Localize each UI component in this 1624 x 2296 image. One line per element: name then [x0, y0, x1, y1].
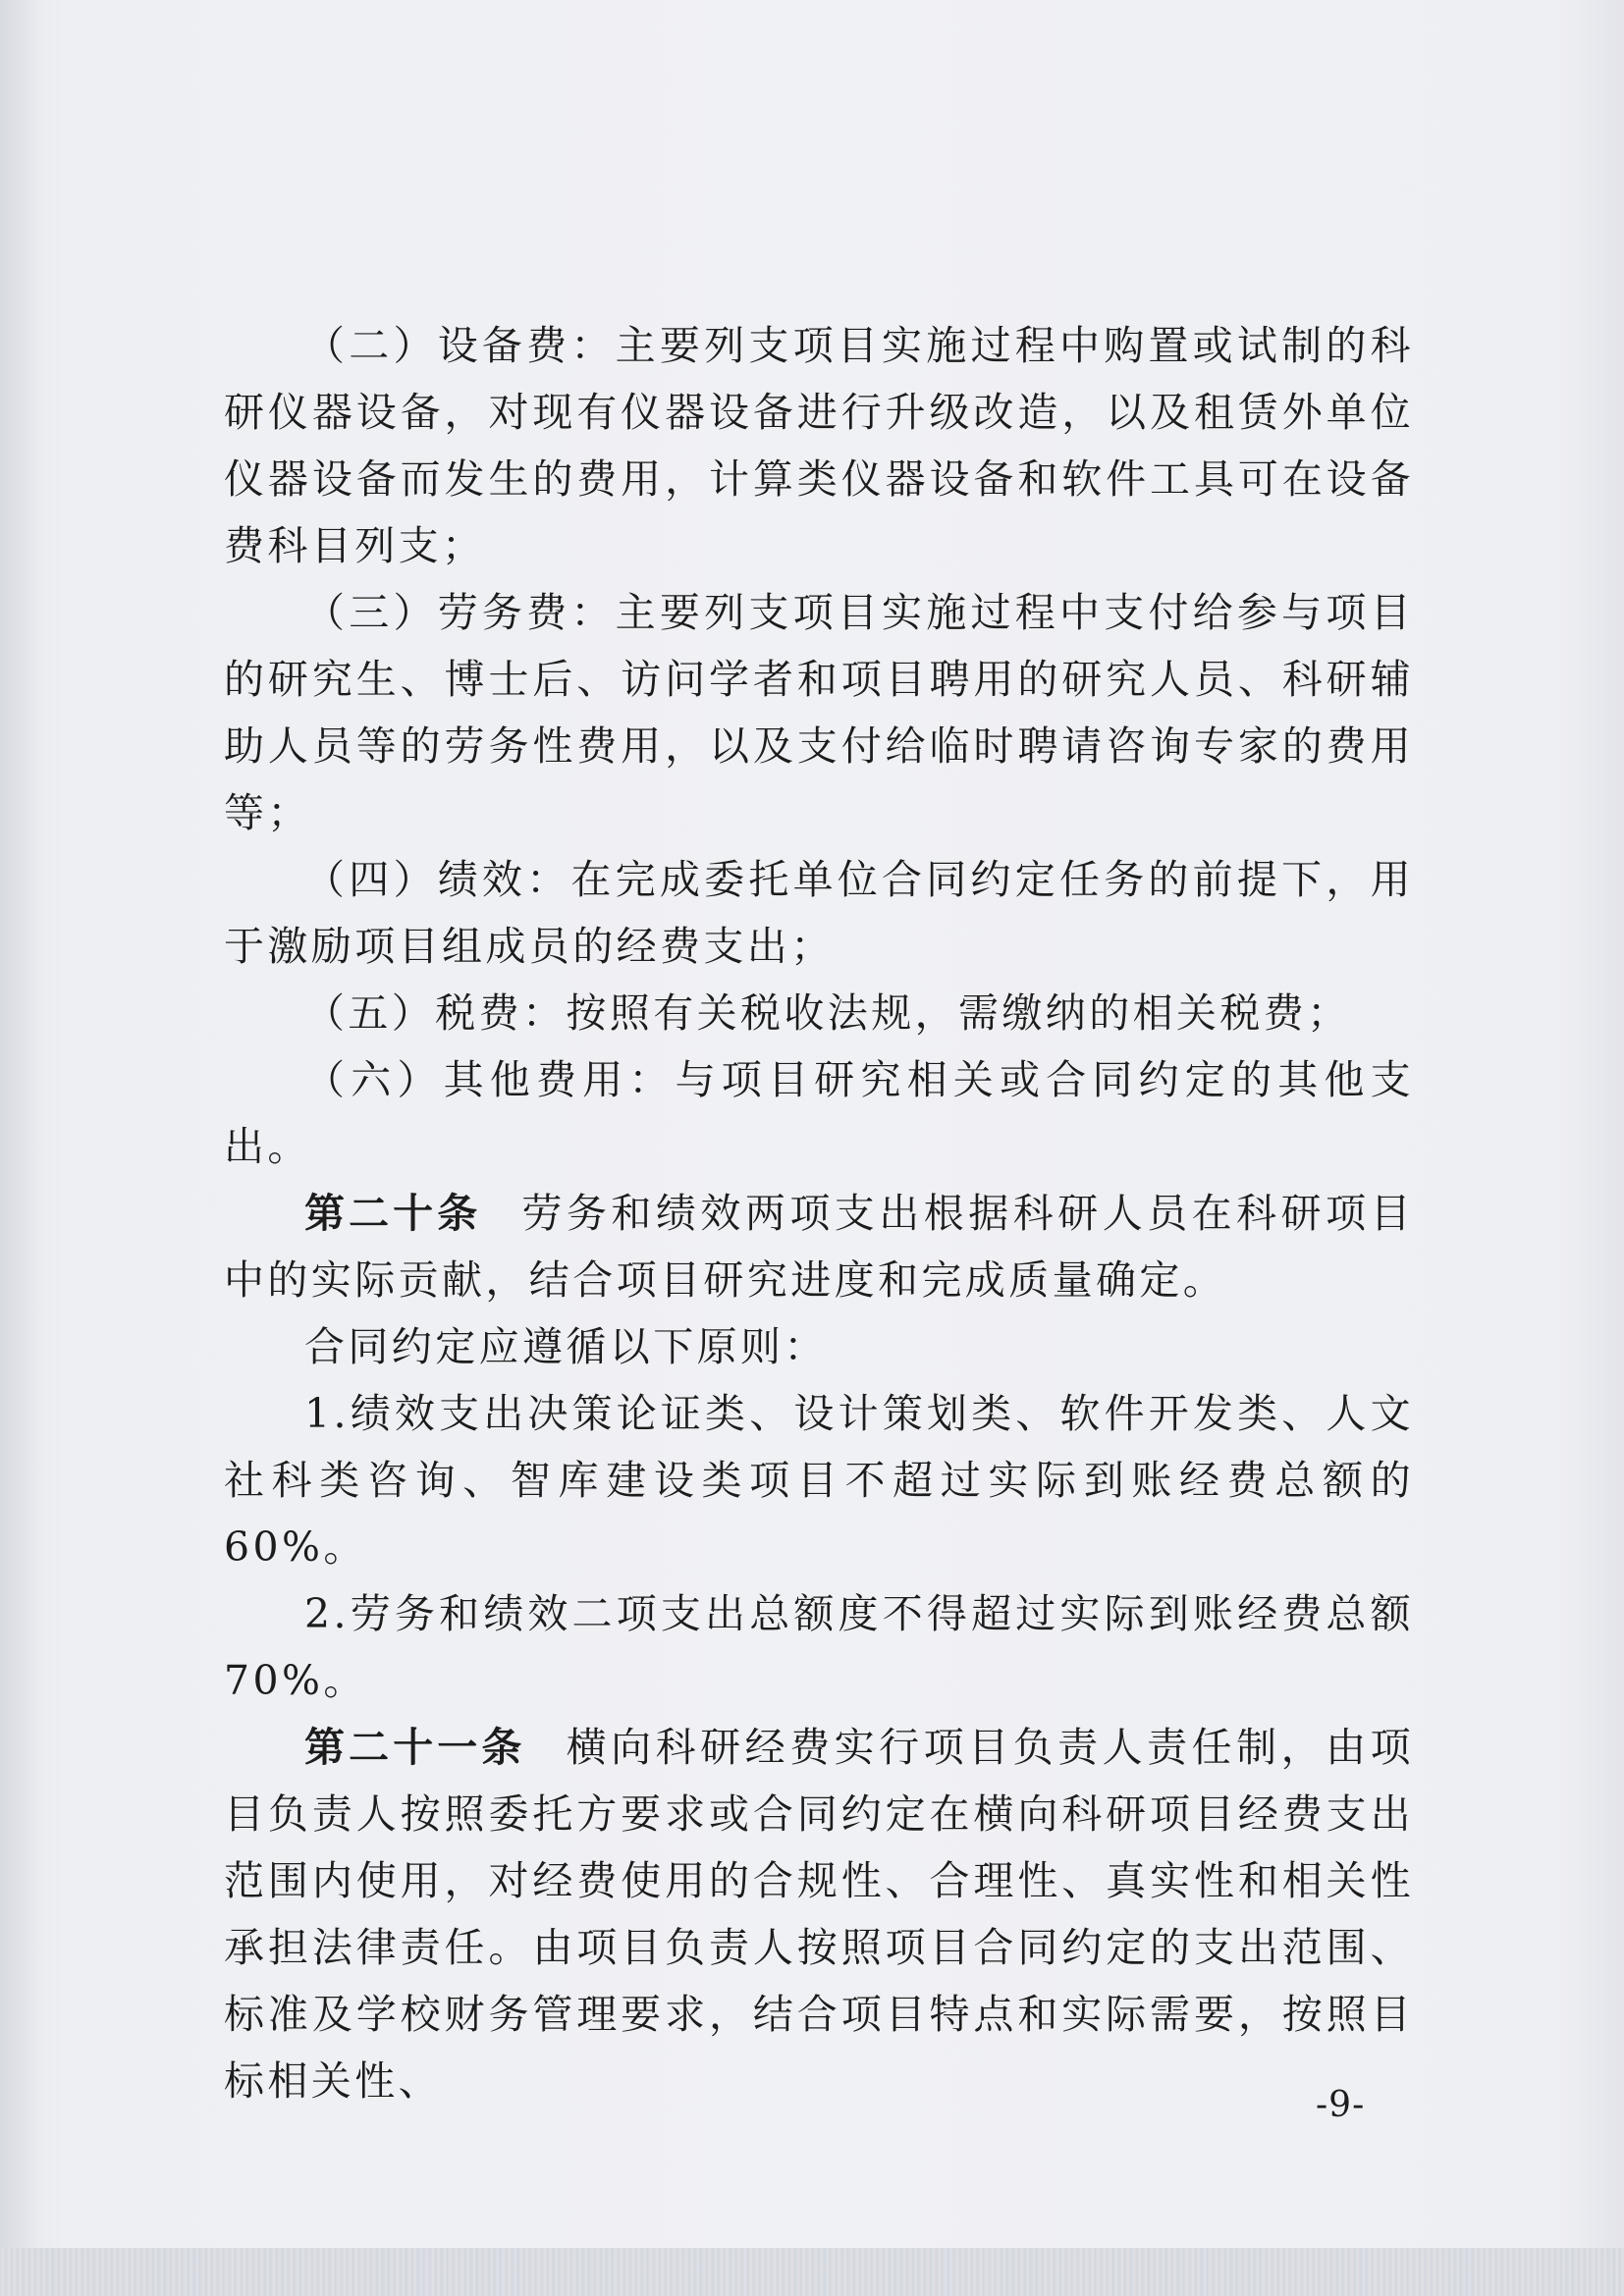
article-20	[224, 1180, 1414, 1313]
article-21	[224, 1714, 1414, 2114]
article-20-text: 劳务和绩效两项支出根据科研人员在科研项目中的实际贡献，结合项目研究进度和完成质量确定。	[224, 1190, 1415, 1304]
body-text	[224, 312, 1414, 2114]
article-21-heading: 第二十一条	[304, 1724, 526, 1771]
page-number: -9-	[1316, 2085, 1366, 2125]
paragraph-taxes: （五）税费：按照有关税收法规，需缴纳的相关税费；	[304, 989, 1351, 1037]
paragraph-other-fees: （六）其他费用：与项目研究相关或合同约定的其他支出。	[224, 1056, 1414, 1170]
paragraph-labor-fee: （三）劳务费：主要列支项目实施过程中支付给参与项目的研究生、博士后、访问学者和项目聘用的研究人员、科研辅助人员等的劳务性费用，以及支付给临时聘请咨询专家的费用等；	[224, 589, 1414, 836]
scan-edge-left	[0, 0, 39, 2296]
paragraph-performance: （四）绩效：在完成委托单位合同约定任务的前提下，用于激励项目组成员的经费支出；	[224, 856, 1414, 970]
principle-1: 1.绩效支出决策论证类、设计策划类、软件开发类、人文社科类咨询、智库建设类项目不超过实际到账经费总额的60%。	[224, 1390, 1414, 1571]
article-21-text: 横向科研经费实行项目负责人责任制，由项目负责人按照委托方要求或合同约定在横向科研项目经费支出范围内使用，对经费使用的合规性、合理性、真实性和相关性承担法律责任。由项目负责人按照项目合同约定的支出范围、标准及学校财务管理要求，结合项目特点和实际需要，按照目标相关性、	[224, 1724, 1414, 2105]
article-20-heading: 第二十条	[304, 1190, 482, 1237]
principle-2: 2.劳务和绩效二项支出总额度不得超过实际到账经费总额70%。	[224, 1590, 1414, 1704]
paragraph-contract-principles: 合同约定应遵循以下原则：	[304, 1323, 828, 1370]
paragraph-equipment-fee: （二）设备费：主要列支项目实施过程中购置或试制的科研仪器设备，对现有仪器设备进行升级改造，以及租赁外单位仪器设备而发生的费用，计算类仪器设备和软件工具可在设备费科目列支；	[224, 322, 1414, 569]
scan-edge-bottom	[0, 2248, 1624, 2296]
